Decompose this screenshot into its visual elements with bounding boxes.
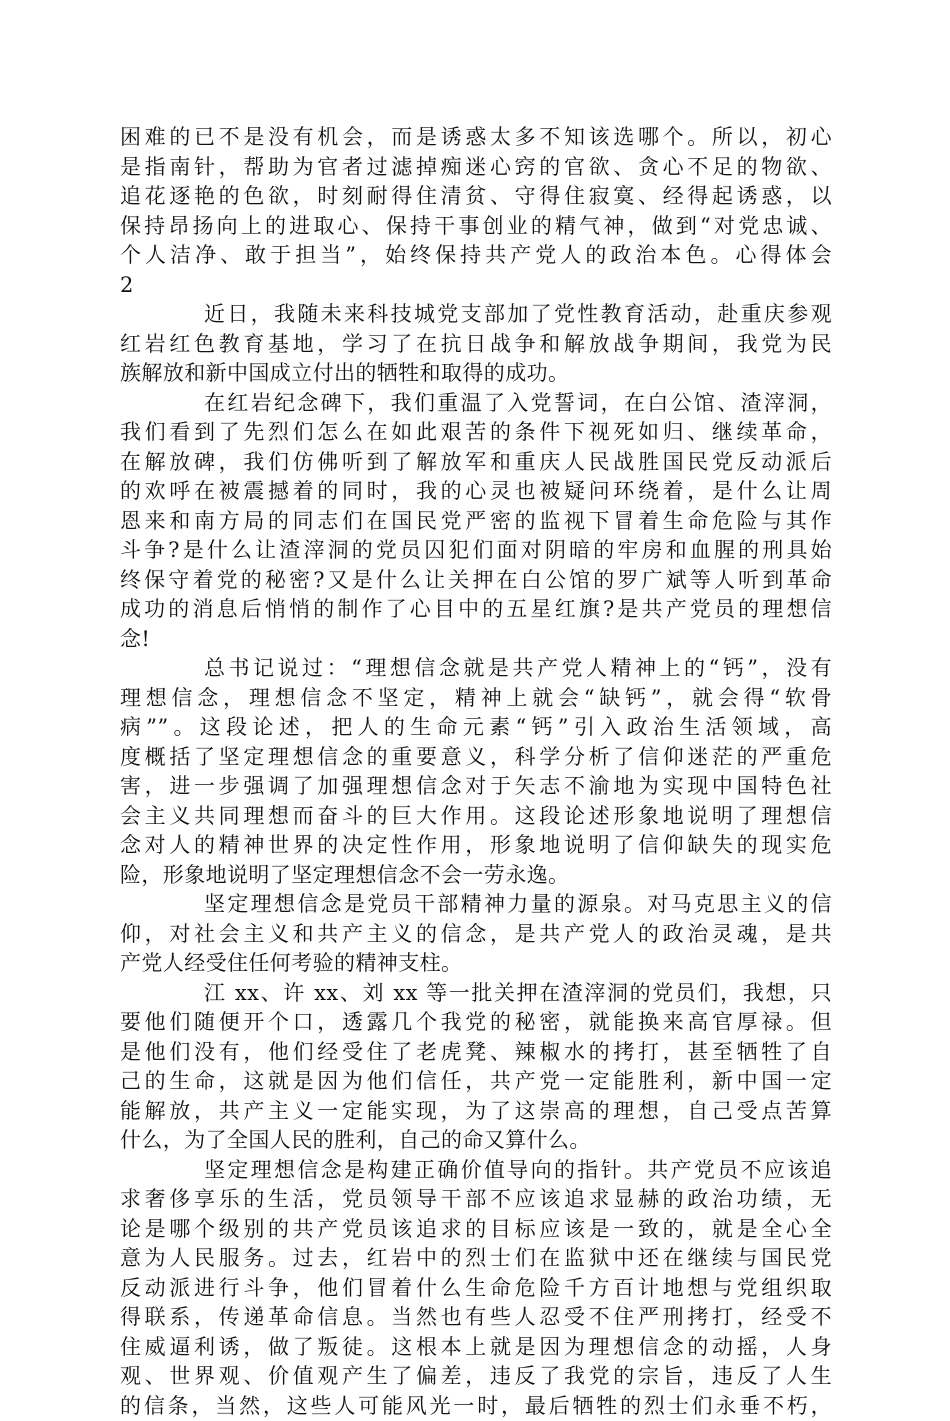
text-line: 坚定理想信念是党员干部精神力量的源泉。对马克思主义的信 [120,890,832,920]
text-line: 是他们没有，他们经受住了老虎凳、辣椒水的拷打，甚至牺牲了自 [120,1038,832,1068]
text-line: 追花逐艳的色欲，时刻耐得住清贫、守得住寂寞、经得起诱惑，以 [120,182,832,212]
text-line: 产党人经受住任何考验的精神支柱。 [120,949,832,979]
text-line: 族解放和新中国成立付出的牺牲和取得的成功。 [120,359,832,389]
text-line: 的欢呼在被震撼着的同时，我的心灵也被疑问环绕着，是什么让周 [120,477,832,507]
text-line: 困难的已不是没有机会，而是诱惑太多不知该选哪个。所以，初心 [120,123,832,153]
text-line: 己的生命，这就是因为他们信任，共产党一定能胜利，新中国一定 [120,1067,832,1097]
text-line: 在红岩纪念碑下，我们重温了入党誓词，在白公馆、渣滓洞， [120,389,832,419]
text-line: 在解放碑，我们仿佛听到了解放军和重庆人民战胜国民党反动派后 [120,448,832,478]
text-line: 仰，对社会主义和共产主义的信念，是共产党人的政治灵魂，是共 [120,920,832,950]
text-line: 总书记说过：“理想信念就是共产党人精神上的“钙”，没有 [120,654,832,684]
text-line: 成功的消息后悄悄的制作了心目中的五星红旗?是共产党员的理想信 [120,595,832,625]
text-line: 是指南针，帮助为官者过滤掉痴迷心窍的官欲、贪心不足的物欲、 [120,153,832,183]
text-line: 念对人的精神世界的决定性作用，形象地说明了信仰缺失的现实危 [120,831,832,861]
text-line: 坚定理想信念是构建正确价值导向的指针。共产党员不应该追 [120,1156,832,1186]
text-line: 保持昂扬向上的进取心、保持干事创业的精气神，做到“对党忠诚、 [120,212,832,242]
text-line: 能解放，共产主义一定能实现，为了这崇高的理想，自己受点苦算 [120,1097,832,1127]
text-line: 得联系，传递革命信息。当然也有些人忍受不住严刑拷打，经受不 [120,1303,832,1333]
text-line: 我们看到了先烈们怎么在如此艰苦的条件下视死如归、继续革命， [120,418,832,448]
text-line: 论是哪个级别的共产党员该追求的目标应该是一致的，就是全心全 [120,1215,832,1245]
text-line: 反动派进行斗争，他们冒着什么生命危险千方百计地想与党组织取 [120,1274,832,1304]
text-line: 害，进一步强调了加强理想信念对于矢志不渝地为实现中国特色社 [120,772,832,802]
text-line: 的信条，当然，这些人可能风光一时，最后牺牲的烈士们永垂不朽， [120,1392,832,1421]
text-line: 2 [120,271,832,301]
text-line: 什么，为了全国人民的胜利，自己的命又算什么。 [120,1126,832,1156]
text-line: 意为人民服务。过去，红岩中的烈士们在监狱中还在继续与国民党 [120,1244,832,1274]
text-line: 恩来和南方局的同志们在国民党严密的监视下冒着生命危险与其作 [120,507,832,537]
text-line: 要他们随便开个口，透露几个我党的秘密，就能换来高官厚禄。但 [120,1008,832,1038]
text-line: 住威逼利诱，做了叛徒。这根本上就是因为理想信念的动摇，人身 [120,1333,832,1363]
text-line: 度概括了坚定理想信念的重要意义，科学分析了信仰迷茫的严重危 [120,743,832,773]
text-line: 红岩红色教育基地，学习了在抗日战争和解放战争期间，我党为民 [120,330,832,360]
text-line: 险，形象地说明了坚定理想信念不会一劳永逸。 [120,861,832,891]
document-body [120,123,832,1421]
text-line: 个人洁净、敢于担当”，始终保持共产党人的政治本色。心得体会 [120,241,832,271]
text-line: 病””。这段论述，把人的生命元素“钙”引入政治生活领域，高 [120,713,832,743]
text-line: 江 xx、许 xx、刘 xx 等一批关押在渣滓洞的党员们，我想，只 [120,979,832,1009]
text-line: 斗争?是什么让渣滓洞的党员囚犯们面对阴暗的牢房和血腥的刑具始 [120,536,832,566]
text-line: 求奢侈享乐的生活，党员领导干部不应该追求显赫的政治功绩，无 [120,1185,832,1215]
text-line: 观、世界观、价值观产生了偏差，违反了我党的宗旨，违反了人生 [120,1362,832,1392]
text-line: 近日，我随未来科技城党支部加了党性教育活动，赴重庆参观 [120,300,832,330]
text-line: 终保守着党的秘密?又是什么让关押在白公馆的罗广斌等人听到革命 [120,566,832,596]
text-line: 会主义共同理想而奋斗的巨大作用。这段论述形象地说明了理想信 [120,802,832,832]
text-line: 念! [120,625,832,655]
text-line: 理想信念，理想信念不坚定，精神上就会“缺钙”，就会得“软骨 [120,684,832,714]
